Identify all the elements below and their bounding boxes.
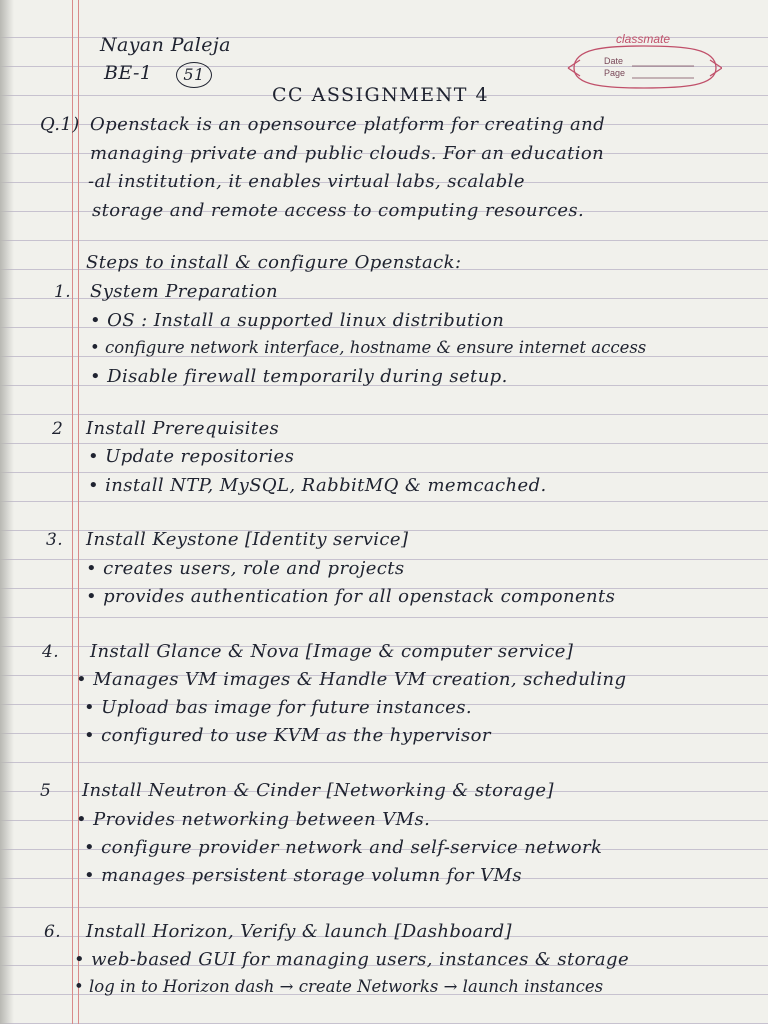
intro-line: Openstack is an opensource platform for creating and (90, 114, 606, 135)
step-bullet: • OS : Install a supported linux distribution (90, 310, 505, 331)
step-number: 5 (40, 781, 52, 801)
step-bullet: • configure network interface, hostname & ensure internet access (90, 338, 647, 357)
step-bullet: • Provides networking between VMs. (76, 809, 431, 830)
step-bullet: • Update repositories (88, 446, 295, 467)
question-label: Q.1) (40, 114, 80, 135)
assignment-title: CC ASSIGNMENT 4 (272, 84, 490, 106)
step-bullet: • Upload bas image for future instances. (84, 697, 472, 718)
step-bullet: • Manages VM images & Handle VM creation, scheduling (76, 669, 627, 690)
margin-line-left (72, 0, 73, 1024)
intro-line: -al institution, it enables virtual labs, scalable (88, 171, 525, 192)
step-title: Install Horizon, Verify & launch [Dashboard] (86, 921, 512, 942)
step-title: Install Keystone [Identity service] (86, 529, 409, 550)
step-title: System Preparation (90, 281, 278, 302)
step-bullet: • provides authentication for all openstack components (86, 586, 616, 607)
step-number: 6. (44, 922, 62, 942)
roll-number: 51 (176, 62, 212, 88)
intro-line: managing private and public clouds. For an education (90, 143, 605, 164)
step-bullet: • creates users, role and projects (86, 558, 405, 579)
step-title: Install Glance & Nova [Image & computer service] (90, 641, 574, 662)
step-bullet: • manages persistent storage volumn for VMs (84, 865, 523, 886)
step-bullet: • log in to Horizon dash → create Networks → launch instances (74, 977, 604, 996)
step-bullet: • configured to use KVM as the hypervisor (84, 725, 491, 746)
step-bullet: • configure provider network and self-service network (84, 837, 603, 858)
step-number: 4. (42, 642, 60, 662)
margin-line-right (78, 0, 79, 1024)
step-number: 2 (52, 419, 64, 439)
class-roll: BE-1 (104, 62, 153, 84)
step-number: 3. (46, 530, 64, 550)
step-bullet: • Disable firewall temporarily during setup. (90, 366, 508, 387)
step-bullet: • install NTP, MySQL, RabbitMQ & memcached. (88, 475, 547, 496)
steps-heading: Steps to install & configure Openstack: (86, 252, 462, 273)
step-title: Install Prerequisites (86, 418, 280, 439)
step-bullet: • web-based GUI for managing users, instances & storage (74, 949, 630, 970)
brand-name: classmate (616, 32, 671, 46)
step-title: Install Neutron & Cinder [Networking & storage] (82, 780, 554, 801)
page-label: Page (604, 68, 626, 78)
date-label: Date (604, 56, 624, 66)
step-number: 1. (54, 282, 72, 302)
intro-line: storage and remote access to computing resources. (92, 200, 585, 221)
classmate-logo (566, 30, 722, 90)
page-edge-shadow (0, 0, 14, 1024)
student-name: Nayan Paleja (100, 34, 231, 56)
